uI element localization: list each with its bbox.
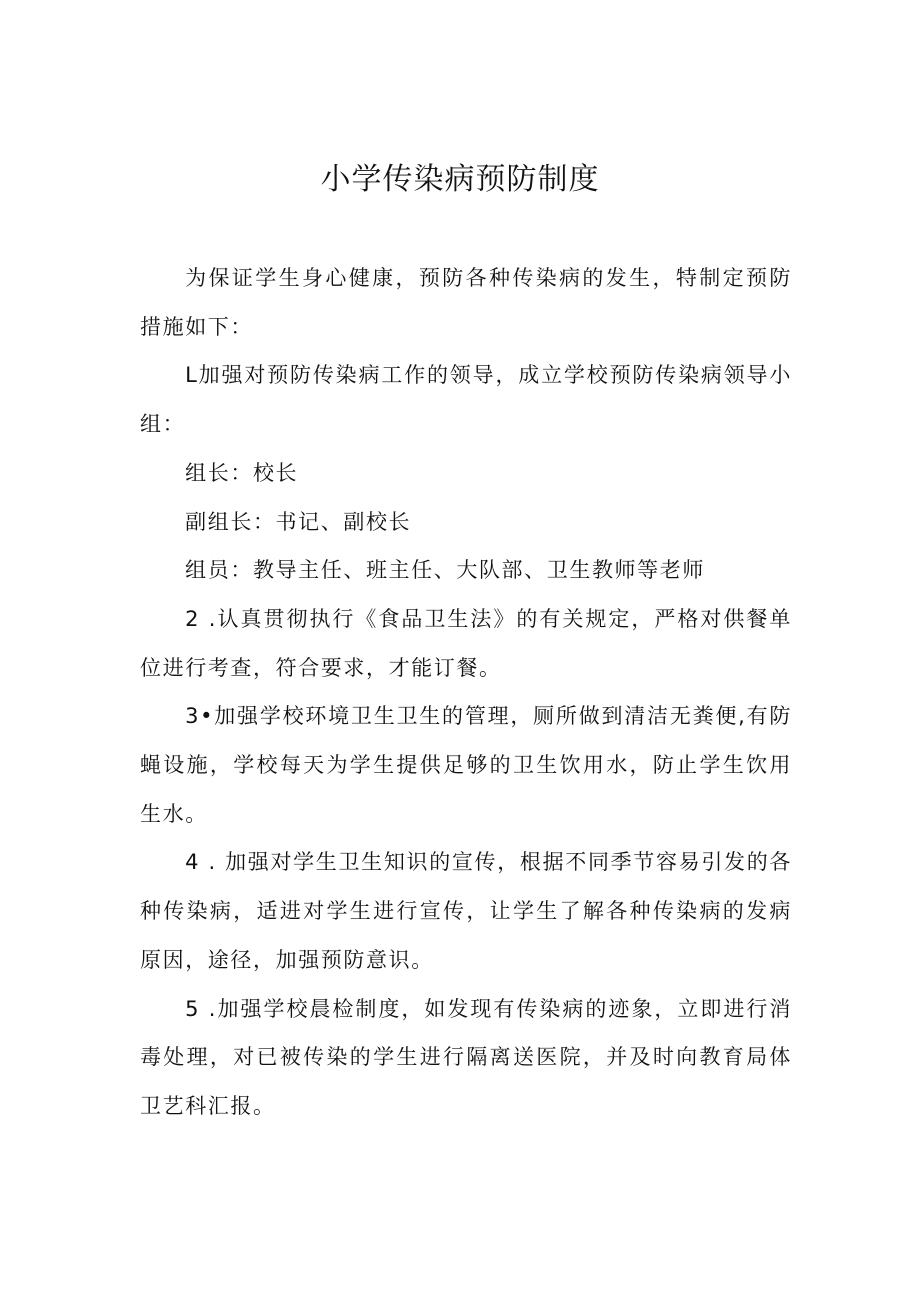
paragraph-deputy-leader: 副组长：书记、副校长 [185, 509, 412, 534]
paragraph-item-3: 3•加强学校环境卫生卫生的管理，厕所做到清洁无粪便,有防蝇设施，学校每天为学生提供足够的卫生饮用水，防止学生饮用生水。 [140, 704, 792, 826]
paragraph-members: 组员：教导主任、班主任、大队部、卫生教师等老师 [185, 558, 705, 583]
paragraph-item-5: 5 .加强学校晨检制度，如发现有传染病的迹象，立即进行消毒处理，对已被传染的学生进行隔离送医院，并及时向教育局体卫艺科汇报。 [140, 996, 792, 1118]
paragraph-group-leader: 组长：校长 [185, 460, 299, 485]
paragraph-item-1: L加强对预防传染病工作的领导，成立学校预防传染病领导小组： [140, 363, 792, 437]
paragraph-intro: 为保证学生身心健康，预防各种传染病的发生，特制定预防措施如下： [140, 266, 792, 339]
paragraph-item-2: 2 .认真贯彻执行《食品卫生法》的有关规定，严格对供餐单位进行考查，符合要求，才能订餐。 [140, 606, 792, 680]
paragraph-item-4: 4 . 加强对学生卫生知识的宣传，根据不同季节容易引发的各种传染病，适进对学生进行宣传，让学生了解各种传染病的发病原因，途径，加强预防意识。 [140, 850, 792, 972]
document-body [140, 254, 792, 1131]
document-title: 小学传染病预防制度 [320, 162, 600, 197]
